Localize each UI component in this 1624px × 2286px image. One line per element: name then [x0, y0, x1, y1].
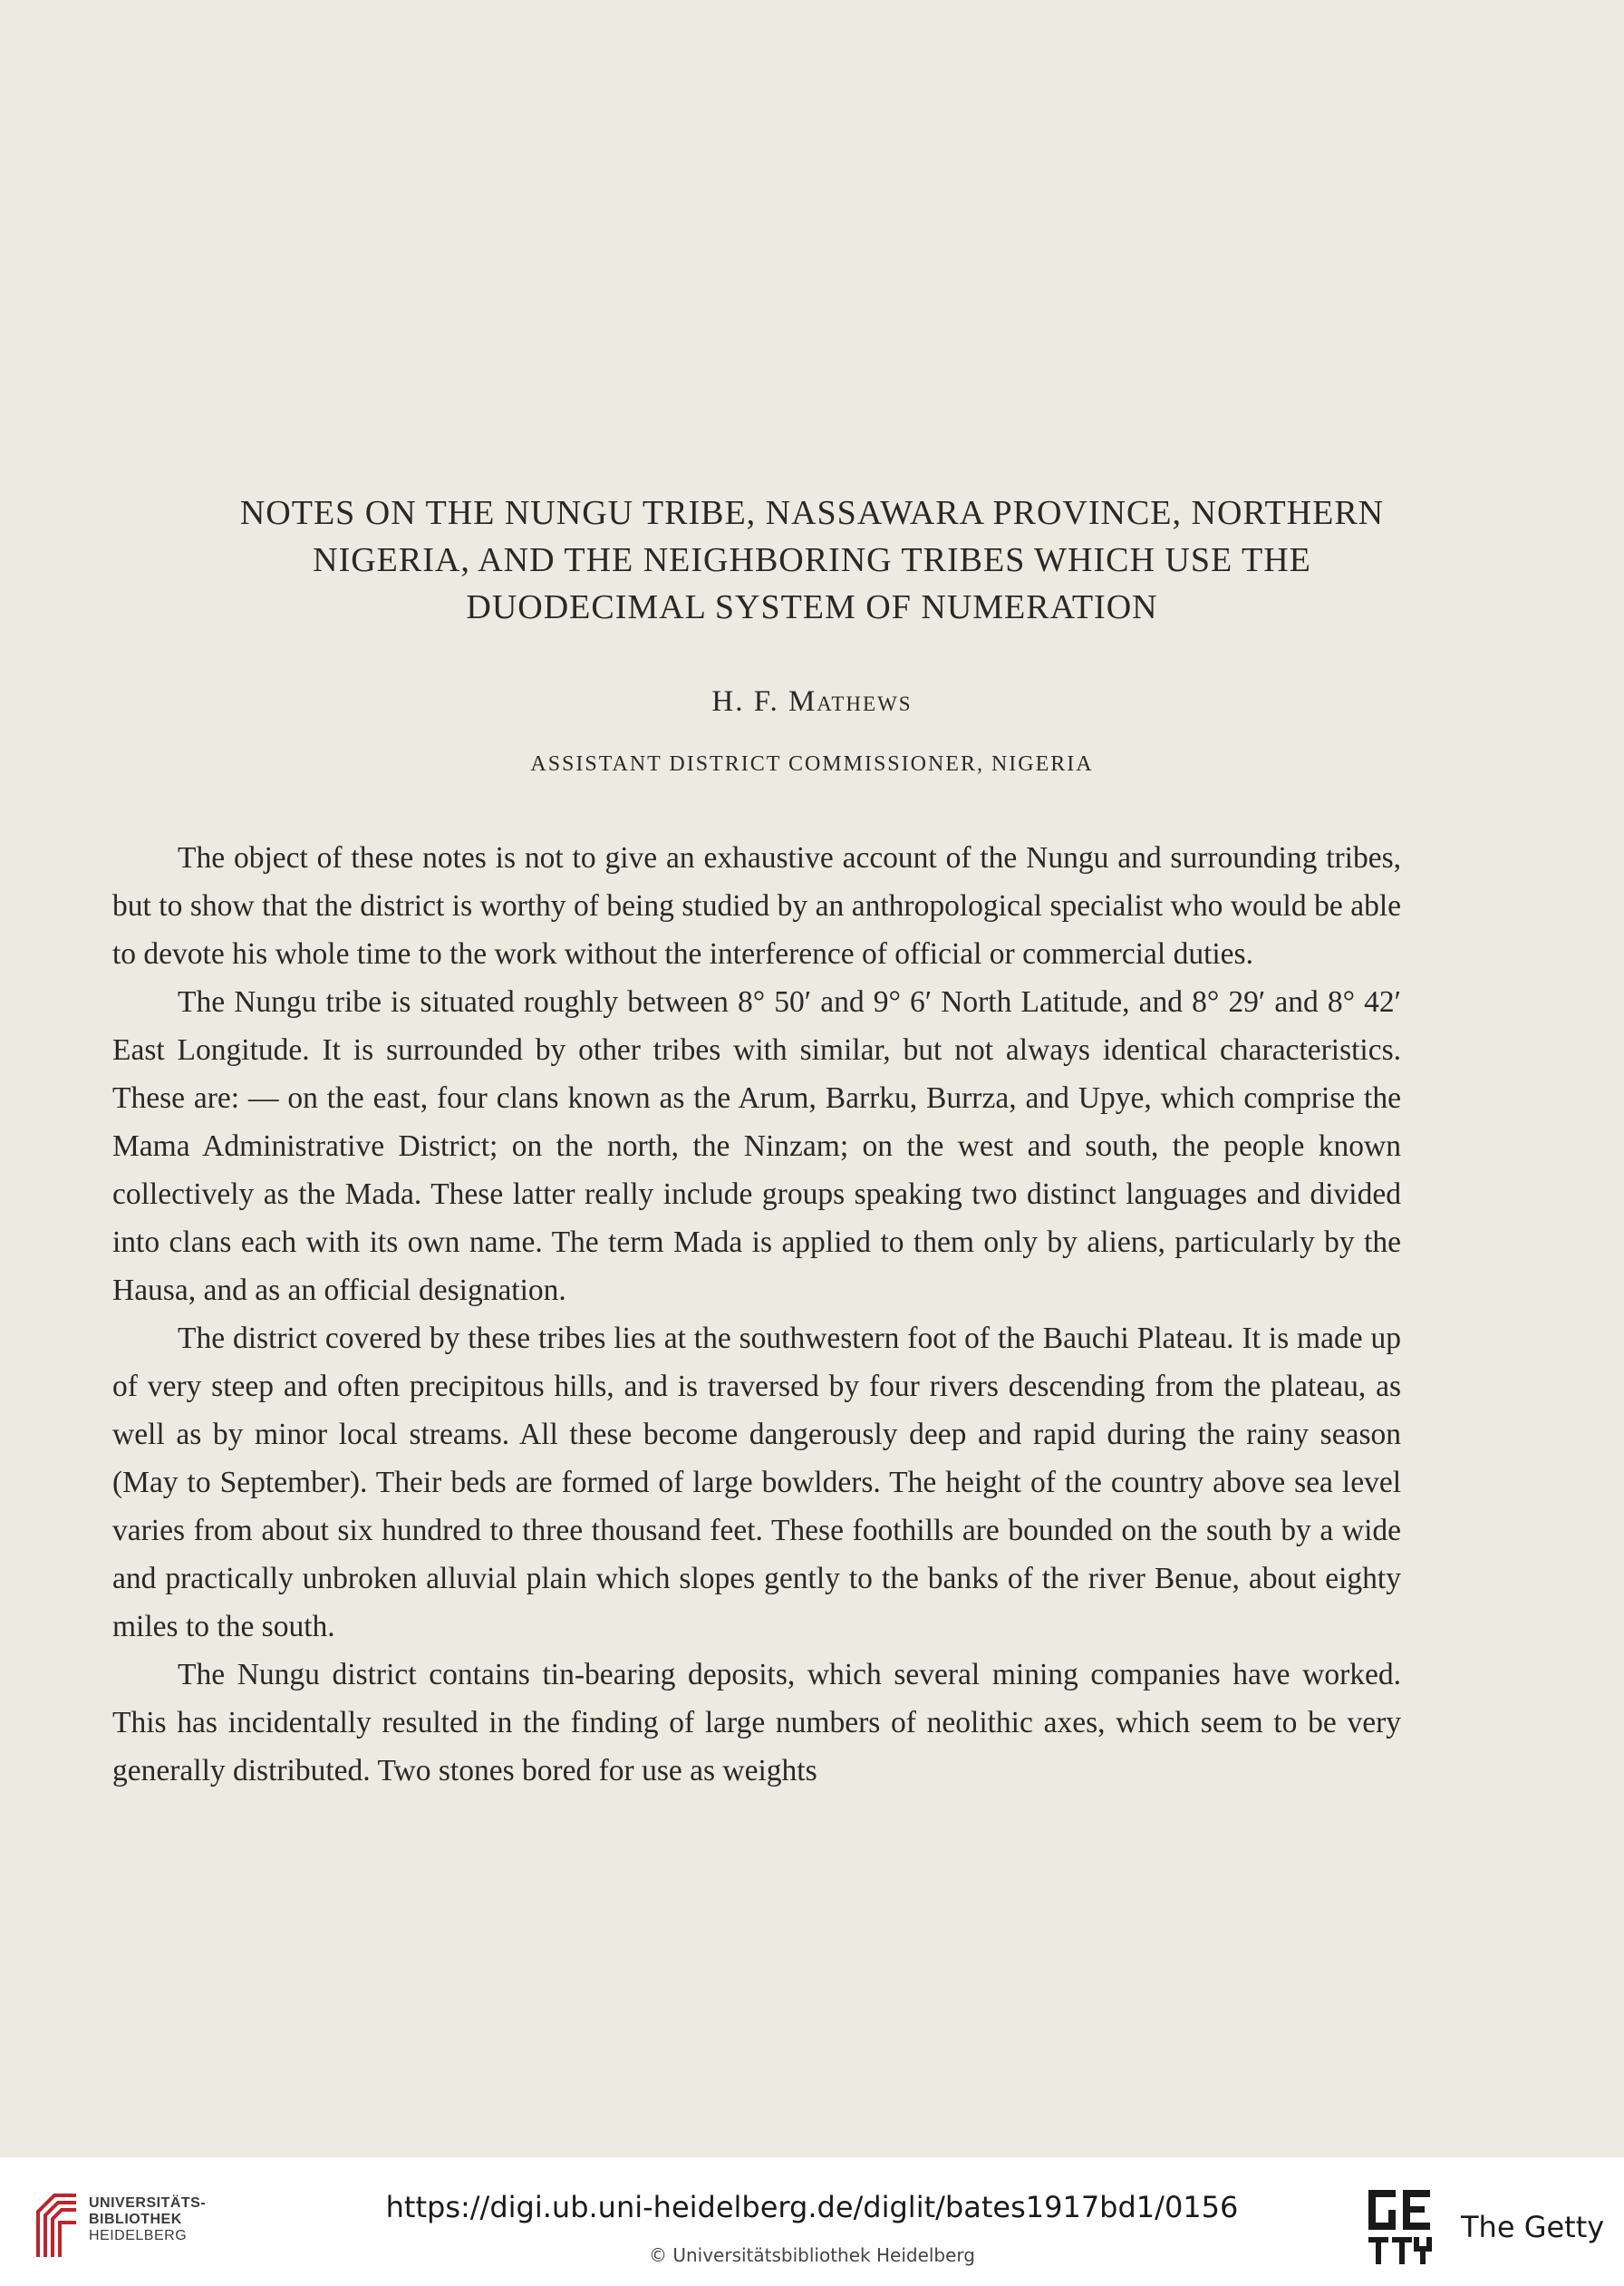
digitization-footer: [0, 2157, 1624, 2286]
paragraph: The Nungu district contains tin-bearing deposits, which several mining companies have worked. This has incidentally resulted in the finding of large numbers of neolithic axes, which seem to be very generally distributed. Two stones bored for use as weights: [112, 1658, 1401, 1787]
partner-name: The Getty: [1461, 2210, 1605, 2244]
article-title: [109, 489, 1515, 631]
title-line: DUODECIMAL SYSTEM OF NUMERATION: [466, 588, 1158, 626]
getty-logo-icon[interactable]: [1367, 2188, 1436, 2266]
copyright-notice: © Universitätsbibliothek Heidelberg: [648, 2244, 975, 2266]
author-initials: H. F.: [711, 685, 788, 718]
author-affiliation: ASSISTANT DISTRICT COMMISSIONER, NIGERIA: [530, 752, 1094, 776]
article-body: [112, 834, 1401, 1795]
library-name-line: UNIVERSITÄTS-: [89, 2195, 207, 2211]
library-name-line: HEIDELBERG: [89, 2228, 188, 2243]
paragraph: The district covered by these tribes lies at the southwestern foot of the Bauchi Plateau. It is made up of very steep and often precipitous hills, and is traversed by four rivers descending from the plateau, as well as by minor local streams. All these become dangerously deep and rapid during the rainy season (May to September). Their beds are formed of large bowlders. The height of the country above sea level varies from about six hundred to three thousand feet. These foothills are bounded on the south by a wide and practically unbroken alluvial plain which slopes gently to the banks of the river Benue, about eighty miles to the south.: [112, 1322, 1401, 1643]
paragraph: The Nungu tribe is situated roughly between 8° 50′ and 9° 6′ North Latitude, and 8° 29′ and 8° 42′ East Longitude. It is surrounded by other tribes with similar, but not always identical characteristics. These are: — on the east, four clans known as the Arum, Barrku, Burrza, and Upye, which comprise the Mama Administrative District; on the north, the Ninzam; on the west and south, the people known collectively as the Mada. These latter really include groups speaking two distinct languages and divided into clans each with its own name. The term Mada is applied to them only by aliens, particularly by the Hausa, and as an official designation.: [112, 985, 1401, 1307]
library-name-line: BIBLIOTHEK: [89, 2212, 182, 2227]
paragraph: The object of these notes is not to give an exhaustive account of the Nungu and surrounding tribes, but to show that the district is worthy of being studied by an anthropological specialist who would be able to devote his whole time to the work without the interference of official or commercial duties.: [112, 841, 1401, 971]
permalink-url[interactable]: https://digi.ub.uni-heidelberg.de/diglit/bates1917bd1/0156: [385, 2190, 1239, 2224]
author-surname: Mathews: [788, 685, 913, 718]
title-line: NOTES ON THE NUNGU TRIBE, NASSAWARA PROVINCE, NORTHERN: [239, 494, 1385, 532]
title-line: NIGERIA, AND THE NEIGHBORING TRIBES WHICH USE THE: [313, 541, 1311, 579]
author-name: [0, 685, 1624, 719]
